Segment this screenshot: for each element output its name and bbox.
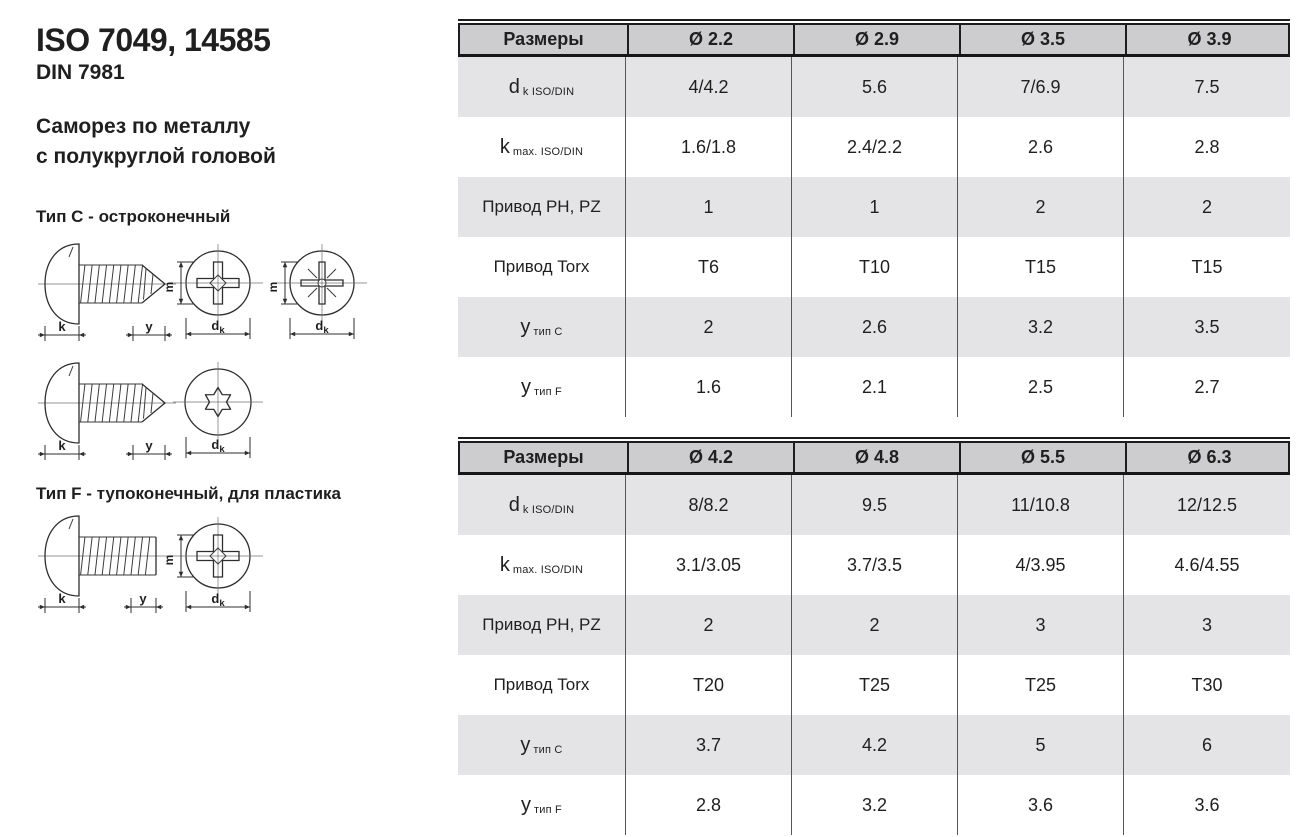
row-label: [458, 655, 625, 715]
row-label-main: Привод PH, PZ: [482, 615, 601, 634]
row-label: [458, 177, 625, 237]
table-row: [458, 595, 1290, 655]
table-row: [458, 475, 1290, 535]
table-top-rule: [458, 19, 1290, 21]
value-cell: 6: [1123, 715, 1290, 775]
dim-label-m: m: [162, 554, 176, 566]
value-cell: 2.1: [791, 357, 957, 417]
dim-label-k: k: [58, 319, 66, 334]
row-label: [458, 297, 625, 357]
value-cell: 4/3.95: [957, 535, 1123, 595]
dim-label-m: m: [266, 281, 280, 293]
table-row: [458, 357, 1290, 417]
column-header-diameter: Ø 6.3: [1125, 443, 1292, 472]
row-label-main: у: [521, 793, 532, 816]
table-row: [458, 57, 1290, 117]
dim-label-y: y: [145, 319, 153, 334]
value-cell: 3: [1123, 595, 1290, 655]
value-cell: 4.6/4.55: [1123, 535, 1290, 595]
value-cell: 2: [957, 177, 1123, 237]
column-header-diameter: Ø 4.8: [793, 443, 959, 472]
row-label: [458, 237, 625, 297]
value-cell: 11/10.8: [957, 475, 1123, 535]
dim-label-y: y: [139, 591, 147, 606]
table-row: [458, 297, 1290, 357]
pozidriv-head-view: [277, 244, 367, 322]
row-label-main: d: [508, 75, 520, 98]
value-cell: T30: [1123, 655, 1290, 715]
value-cell: 4.2: [791, 715, 957, 775]
column-header-diameter: Ø 5.5: [959, 443, 1125, 472]
row-label: [458, 57, 625, 117]
value-cell: 3: [957, 595, 1123, 655]
row-label-main: Привод Torx: [493, 675, 590, 694]
row-label: [458, 775, 625, 835]
table-row: [458, 117, 1290, 177]
value-cell: 2: [1123, 177, 1290, 237]
value-cell: T10: [791, 237, 957, 297]
value-cell: 3.7: [625, 715, 791, 775]
size-table-small-diameters: [458, 19, 1290, 417]
value-cell: T15: [1123, 237, 1290, 297]
value-cell: 2.6: [957, 117, 1123, 177]
table-row: [458, 177, 1290, 237]
row-label-sub: max. ISO/DIN: [512, 146, 584, 158]
row-label-sub: max. ISO/DIN: [512, 564, 584, 576]
row-label-main: у: [521, 375, 532, 398]
torx-head-view: [173, 362, 263, 442]
value-cell: 4/4.2: [625, 57, 791, 117]
column-header-sizes: Размеры: [503, 447, 584, 467]
row-label-sub: k ISO/DIN: [522, 86, 575, 98]
product-description: [36, 112, 276, 172]
page-subtitle: DIN 7981: [36, 61, 125, 84]
value-cell: 2.7: [1123, 357, 1290, 417]
value-cell: 2.6: [791, 297, 957, 357]
table-header-row: [458, 441, 1290, 475]
row-label: [458, 715, 625, 775]
value-cell: 3.2: [791, 775, 957, 835]
table-row: [458, 655, 1290, 715]
value-cell: 3.7/3.5: [791, 535, 957, 595]
value-cell: 2: [625, 595, 791, 655]
dim-label-y: y: [145, 438, 153, 453]
dim-label-k: k: [58, 438, 66, 453]
row-label-main: у: [520, 315, 531, 338]
row-label: [458, 475, 625, 535]
page-title: ISO 7049, 14585: [36, 22, 271, 58]
row-label-main: Привод PH, PZ: [482, 197, 601, 216]
column-header-diameter: Ø 4.2: [627, 443, 793, 472]
row-label-sub: тип F: [534, 386, 562, 398]
row-label: [458, 535, 625, 595]
value-cell: 5: [957, 715, 1123, 775]
row-label: [458, 357, 625, 417]
value-cell: 7/6.9: [957, 57, 1123, 117]
table-row: [458, 715, 1290, 775]
size-table-large-diameters: [458, 437, 1290, 835]
value-cell: T15: [957, 237, 1123, 297]
row-label: [458, 595, 625, 655]
value-cell: 2.5: [957, 357, 1123, 417]
value-cell: 3.6: [1123, 775, 1290, 835]
column-header-diameter: Ø 2.2: [627, 25, 793, 54]
value-cell: 3.6: [957, 775, 1123, 835]
dim-label-k: k: [58, 591, 66, 606]
type-f-heading: Тип F - тупоконечный, для пластика: [36, 484, 341, 503]
table-row: [458, 535, 1290, 595]
value-cell: 2.8: [1123, 117, 1290, 177]
column-header-sizes: Размеры: [503, 29, 584, 49]
row-label-main: Привод Torx: [493, 257, 590, 276]
value-cell: T25: [957, 655, 1123, 715]
row-label-main: k: [499, 135, 510, 158]
dim-label-dk: $d_k$: [211, 318, 225, 336]
row-label-main: k: [499, 553, 510, 576]
row-label-main: d: [508, 493, 520, 516]
value-cell: 2: [625, 297, 791, 357]
table-header-row: [458, 23, 1290, 57]
value-cell: 9.5: [791, 475, 957, 535]
value-cell: T6: [625, 237, 791, 297]
value-cell: 1.6/1.8: [625, 117, 791, 177]
row-label-sub: k ISO/DIN: [522, 504, 575, 516]
product-description-line2: с полукруглой головой: [36, 145, 276, 168]
dim-label-m: m: [162, 281, 176, 293]
type-f-drawing: [30, 506, 310, 620]
phillips-head-view: [173, 244, 263, 322]
value-cell: 2.8: [625, 775, 791, 835]
dim-label-dk: $d_k$: [315, 318, 329, 336]
value-cell: 3.2: [957, 297, 1123, 357]
value-cell: 1.6: [625, 357, 791, 417]
info-panel: [36, 0, 448, 837]
column-header-diameter: Ø 3.9: [1125, 25, 1292, 54]
value-cell: 1: [625, 177, 791, 237]
value-cell: 5.6: [791, 57, 957, 117]
row-label-sub: тип C: [533, 744, 563, 756]
value-cell: 3.5: [1123, 297, 1290, 357]
row-label: [458, 117, 625, 177]
value-cell: 2.4/2.2: [791, 117, 957, 177]
column-header-diameter: Ø 3.5: [959, 25, 1125, 54]
table-row: [458, 775, 1290, 835]
value-cell: T25: [791, 655, 957, 715]
phillips-head-view: [173, 517, 263, 595]
type-c-heading: Тип C - остроконечный: [36, 207, 231, 226]
row-label-sub: тип F: [534, 804, 562, 816]
table-row: [458, 237, 1290, 297]
type-c-ph-pz-drawing: [30, 238, 374, 346]
dim-label-dk: $d_k$: [211, 437, 225, 455]
value-cell: 8/8.2: [625, 475, 791, 535]
table-top-rule: [458, 437, 1290, 439]
column-header-diameter: Ø 2.9: [793, 25, 959, 54]
value-cell: 7.5: [1123, 57, 1290, 117]
row-label-main: у: [520, 733, 531, 756]
row-label-sub: тип C: [533, 326, 563, 338]
value-cell: 1: [791, 177, 957, 237]
dim-label-dk: $d_k$: [211, 591, 225, 609]
value-cell: 2: [791, 595, 957, 655]
value-cell: 12/12.5: [1123, 475, 1290, 535]
product-description-line1: Саморез по металлу: [36, 115, 251, 138]
value-cell: T20: [625, 655, 791, 715]
value-cell: 3.1/3.05: [625, 535, 791, 595]
type-c-torx-drawing: [30, 357, 310, 465]
